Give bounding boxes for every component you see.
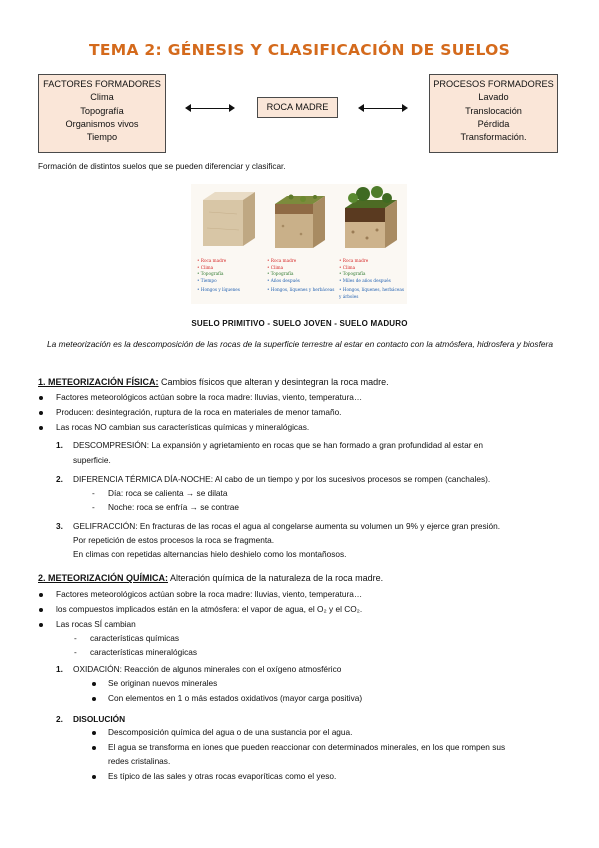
proceso-item: Transformación. xyxy=(460,132,527,143)
list-item: Factores meteorológicos actúan sobre la roca madre: lluvias, viento, temperatura… xyxy=(56,392,363,402)
bullet-icon xyxy=(92,682,96,686)
figure-legend-column-3 xyxy=(339,258,407,300)
gelifraccion-title: GELIFRACCIÓN xyxy=(73,521,136,531)
oxidacion-item xyxy=(73,664,341,675)
gelifraccion-text-3: En climas con repetidas alternancias hielo deshielo como los montañosos. xyxy=(73,549,347,559)
gelifraccion-text-2: Por repetición de estos procesos la roca se fragmenta. xyxy=(73,535,275,545)
dash-icon: - xyxy=(74,633,77,643)
sub-item-continued: redes cristalinas. xyxy=(108,756,171,766)
sub-item: Descomposición química del agua o de una sustancia por el agua. xyxy=(108,727,353,737)
section-2-title: 2. METEORIZACIÓN QUÍMICA: xyxy=(38,573,168,583)
figure-legend-item: • Roca madre xyxy=(197,258,227,263)
diferencia-termica-text: : Al cabo de un tiempo y por los sucesivos procesos se rompen (canchales). xyxy=(210,474,491,484)
section-2-subtitle: Alteración química de la naturaleza de la roca madre. xyxy=(168,573,384,583)
section-1-title: 1. METEORIZACIÓN FÍSICA: xyxy=(38,377,159,387)
page-title: TEMA 2: GÉNESIS Y CLASIFICACIÓN DE SUELOS xyxy=(88,41,511,59)
primitive-soil-cube xyxy=(203,192,255,246)
figure-legend-item: • Topografía xyxy=(267,271,294,276)
list-item: Las rocas SÍ cambian xyxy=(56,619,136,629)
descompresion-text: : La expansión y agrietamiento en rocas que se han formado a gran profundidad al estar en xyxy=(146,440,484,450)
disolucion-title: DISOLUCIÓN xyxy=(73,714,126,724)
list-item: Producen: desintegración, ruptura de la roca en materiales de menor tamaño. xyxy=(56,407,342,417)
proceso-item: Translocación xyxy=(465,105,522,116)
meteorizacion-definition: La meteorización es la descomposición de las rocas de la superficie terrestre al estar en contacto con la atmósfera, hidrosfera y biosfera xyxy=(46,339,553,349)
bullet-icon xyxy=(92,775,96,779)
sub-item: Con elementos en 1 o más estados oxidativos (mayor carga positiva) xyxy=(108,693,363,703)
factor-item: Organismos vivos xyxy=(65,119,139,130)
figure-legend-item: • Años después xyxy=(267,277,300,283)
figure-legend-item: • Clima xyxy=(339,264,356,270)
section-2-heading xyxy=(38,573,383,585)
figure-legend-item: • Miles de años después xyxy=(339,277,391,283)
figure-legend-item: • Roca madre xyxy=(339,258,369,263)
figure-legend-item: • Topografía xyxy=(197,271,224,276)
intro-text: Formación de distintos suelos que se pueden diferenciar y clasificar. xyxy=(38,162,286,171)
diferencia-termica-title: DIFERENCIA TÉRMICA DÍA-NOCHE xyxy=(73,474,211,484)
factor-item: Tiempo xyxy=(86,132,118,143)
young-soil-cube xyxy=(275,195,325,249)
factores-formadores-box xyxy=(38,74,166,153)
sub-item: Se originan nuevos minerales xyxy=(108,678,218,688)
double-arrow-icon xyxy=(185,103,235,113)
sub-item: características químicas xyxy=(90,633,179,643)
section-1-subtitle: Cambios físicos que alteran y desintegran la roca madre. xyxy=(158,377,389,387)
gelifraccion-item xyxy=(73,521,500,532)
list-item: los compuestos implicados están en la atmósfera: el vapor de agua, el O₂ y el CO₂. xyxy=(56,604,363,614)
figure-legend-item: • Topografía xyxy=(339,271,366,276)
descompresion-title: DESCOMPRESIÓN xyxy=(73,440,147,450)
factor-item: Clima xyxy=(90,92,114,103)
procesos-heading: PROCESOS FORMADORES xyxy=(433,79,554,89)
figure-legend-item: • Hongos, líquenes y herbáceas xyxy=(267,287,335,292)
proceso-item: Pérdida xyxy=(477,119,510,130)
bullet-icon xyxy=(92,746,96,750)
figure-legend-item: • Roca madre xyxy=(267,258,297,263)
diferencia-termica-item xyxy=(73,474,490,485)
bullet-icon xyxy=(39,426,43,430)
item-number: 1. xyxy=(56,664,63,674)
roca-madre-box: ROCA MADRE xyxy=(257,97,338,118)
bullet-icon xyxy=(39,623,43,627)
mature-soil-cube xyxy=(345,186,397,248)
figure-legend-column-1 xyxy=(197,258,240,294)
sub-item: características mineralógicas xyxy=(90,647,197,657)
double-arrow-icon xyxy=(358,103,408,113)
factor-item: Topografía xyxy=(80,105,124,116)
procesos-formadores-box xyxy=(429,74,558,153)
soil-formation-figure xyxy=(191,184,407,304)
item-number: 1. xyxy=(56,440,63,450)
bullet-icon xyxy=(39,411,43,415)
figure-legend-item: • Clima xyxy=(267,264,284,270)
figure-legend-item: • Tiempo xyxy=(197,277,217,283)
bullet-icon xyxy=(92,731,96,735)
dash-icon: - xyxy=(92,488,95,498)
proceso-item: Lavado xyxy=(478,92,509,103)
sub-item: Noche: roca se enfría → se contrae xyxy=(108,502,239,512)
descompresion-text-continued: superficie. xyxy=(73,455,111,465)
item-number: 3. xyxy=(56,521,63,531)
section-1-heading xyxy=(38,377,389,389)
sub-item: Día: roca se calienta → se dilata xyxy=(108,488,228,498)
bullet-icon xyxy=(39,593,43,597)
factores-heading: FACTORES FORMADORES xyxy=(43,79,161,89)
list-item: Factores meteorológicos actúan sobre la roca madre: lluvias, viento, temperatura… xyxy=(56,589,363,599)
figure-legend-column-2 xyxy=(267,258,334,294)
oxidacion-title: OXIDACIÓN xyxy=(73,664,120,674)
oxidacion-text: : Reacción de algunos minerales con el oxígeno atmosférico xyxy=(119,664,342,674)
dash-icon: - xyxy=(74,647,77,657)
figure-legend-item: • Clima xyxy=(197,264,214,270)
bullet-icon xyxy=(39,608,43,612)
dash-icon: - xyxy=(92,502,95,512)
bullet-icon xyxy=(39,396,43,400)
figure-caption: SUELO PRIMITIVO - SUELO JOVEN - SUELO MADURO xyxy=(191,319,408,328)
figure-legend-item: • Hongos y líquenes xyxy=(197,287,240,292)
figure-legend-item: • Hongos, líquenes, herbáceas y árboles xyxy=(339,287,405,299)
item-number: 2. xyxy=(56,714,63,724)
bullet-icon xyxy=(92,697,96,701)
item-number: 2. xyxy=(56,474,63,484)
sub-item: El agua se transforma en iones que pueden reaccionar con determinados minerales, en los que rompen sus xyxy=(108,742,506,752)
gelifraccion-text: : En fracturas de las rocas el agua al congelarse aumenta su volumen un 9% y ejerce gran presión. xyxy=(135,521,501,531)
descompresion-item xyxy=(73,440,483,451)
sub-item: Es típico de las sales y otras rocas evaporíticas como el yeso. xyxy=(108,771,337,781)
soil-cubes-illustration xyxy=(191,184,407,250)
list-item: Las rocas NO cambian sus características químicas y mineralógicas. xyxy=(56,422,310,432)
